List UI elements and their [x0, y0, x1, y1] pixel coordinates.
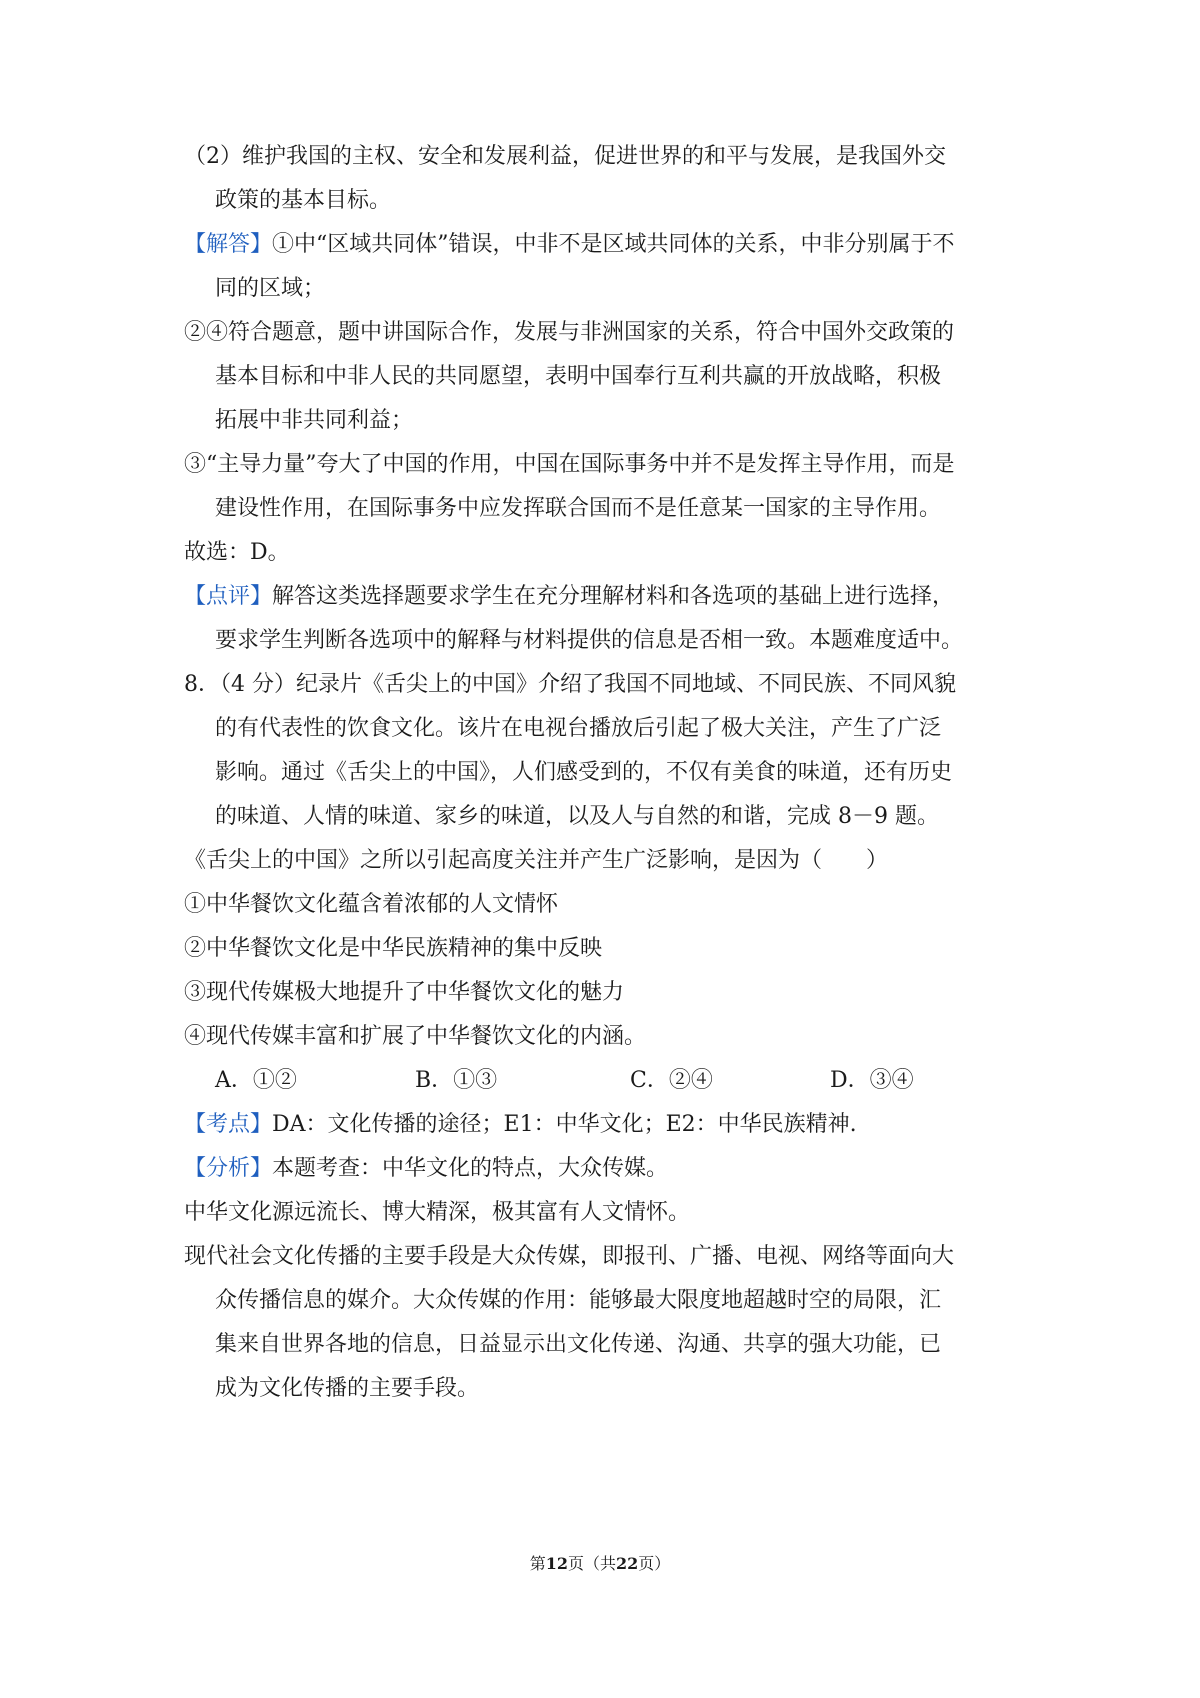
statement-1: ①中华餐饮文化蕴含着浓郁的人文情怀 [184, 892, 559, 917]
knowledge-tag: 【考点】 [184, 1112, 273, 1137]
text-line: 本题考查：中华文化的特点，大众传媒。 [272, 1156, 669, 1181]
text-line: 建设性作用，在国际事务中应发挥联合国而不是任意某一国家的主导作用。 [215, 496, 942, 521]
answer-paragraph [184, 230, 955, 260]
text-line: 成为文化传播的主要手段。 [215, 1376, 480, 1401]
text-line: 中华文化源远流长、博大精深，极其富有人文情怀。 [184, 1200, 691, 1225]
option-a: A．①② [215, 1068, 297, 1093]
footer-middle: 页（共 [567, 1554, 616, 1573]
statement-3: ③现代传媒极大地提升了中华餐饮文化的魅力 [184, 980, 625, 1005]
text-line: 的有代表性的饮食文化。该片在电视台播放后引起了极大关注，产生了广泛 [215, 716, 942, 741]
page-number: 12 [545, 1554, 568, 1573]
answer-choice: 故选：D。 [184, 540, 290, 565]
statement-2: ②中华餐饮文化是中华民族精神的集中反映 [184, 936, 603, 961]
total-pages: 22 [616, 1554, 639, 1573]
text-line: 现代社会文化传播的主要手段是大众传媒，即报刊、广播、电视、网络等面向大 [184, 1244, 955, 1269]
text-line: 的味道、人情的味道、家乡的味道，以及人与自然的和谐，完成 8－9 题。 [215, 804, 939, 829]
text-line: 解答这类选择题要求学生在充分理解材料和各选项的基础上进行选择， [272, 584, 955, 609]
option-b: B．①③ [415, 1068, 498, 1093]
knowledge-point [184, 1110, 857, 1140]
text-line: 影响。通过《舌尖上的中国》，人们感受到的，不仅有美食的味道，还有历史 [215, 760, 953, 785]
text-line: 众传播信息的媒介。大众传媒的作用：能够最大限度地超越时空的局限，汇 [215, 1288, 942, 1313]
comment-paragraph [184, 582, 954, 612]
text-line: ①中“区域共同体”错误，中非不是区域共同体的关系，中非分别属于不 [272, 232, 955, 257]
text-line: 基本目标和中非人民的共同愿望，表明中国奉行互利共赢的开放战略，积极 [215, 364, 942, 389]
text-line: ②④符合题意，题中讲国际合作，发展与非洲国家的关系，符合中国外交政策的 [184, 320, 955, 345]
text-line: （2）维护我国的主权、安全和发展利益，促进世界的和平与发展，是我国外交 [184, 144, 946, 169]
text-line: ③“主导力量”夸大了中国的作用，中国在国际事务中并不是发挥主导作用，而是 [184, 452, 955, 477]
text-line: DA：文化传播的途径；E1：中华文化；E2：中华民族精神. [272, 1112, 857, 1137]
question-prompt: 《舌尖上的中国》之所以引起高度关注并产生广泛影响，是因为（ ） [184, 848, 889, 873]
footer-prefix: 第 [529, 1554, 546, 1573]
text-line: 要求学生判断各选项中的解释与材料提供的信息是否相一致。本题难度适中。 [215, 628, 964, 653]
footer-suffix: 页） [638, 1554, 671, 1573]
option-d: D．③④ [830, 1068, 914, 1093]
text-line: 集来自世界各地的信息，日益显示出文化传递、沟通、共享的强大功能，已 [215, 1332, 942, 1357]
comment-tag: 【点评】 [184, 584, 273, 609]
statement-4: ④现代传媒丰富和扩展了中华餐饮文化的内涵。 [184, 1024, 647, 1049]
analysis-paragraph [184, 1154, 668, 1184]
page-footer [0, 1553, 1200, 1575]
analysis-tag: 【分析】 [184, 1156, 273, 1181]
question-stem: 8．（4 分）纪录片《舌尖上的中国》介绍了我国不同地域、不同民族、不同风貌 [184, 672, 956, 697]
answer-tag: 【解答】 [184, 232, 273, 257]
option-c: C．②④ [630, 1068, 713, 1093]
text-line: 拓展中非共同利益； [215, 408, 414, 433]
text-line: 政策的基本目标。 [215, 188, 392, 213]
text-line: 同的区域； [215, 276, 326, 301]
